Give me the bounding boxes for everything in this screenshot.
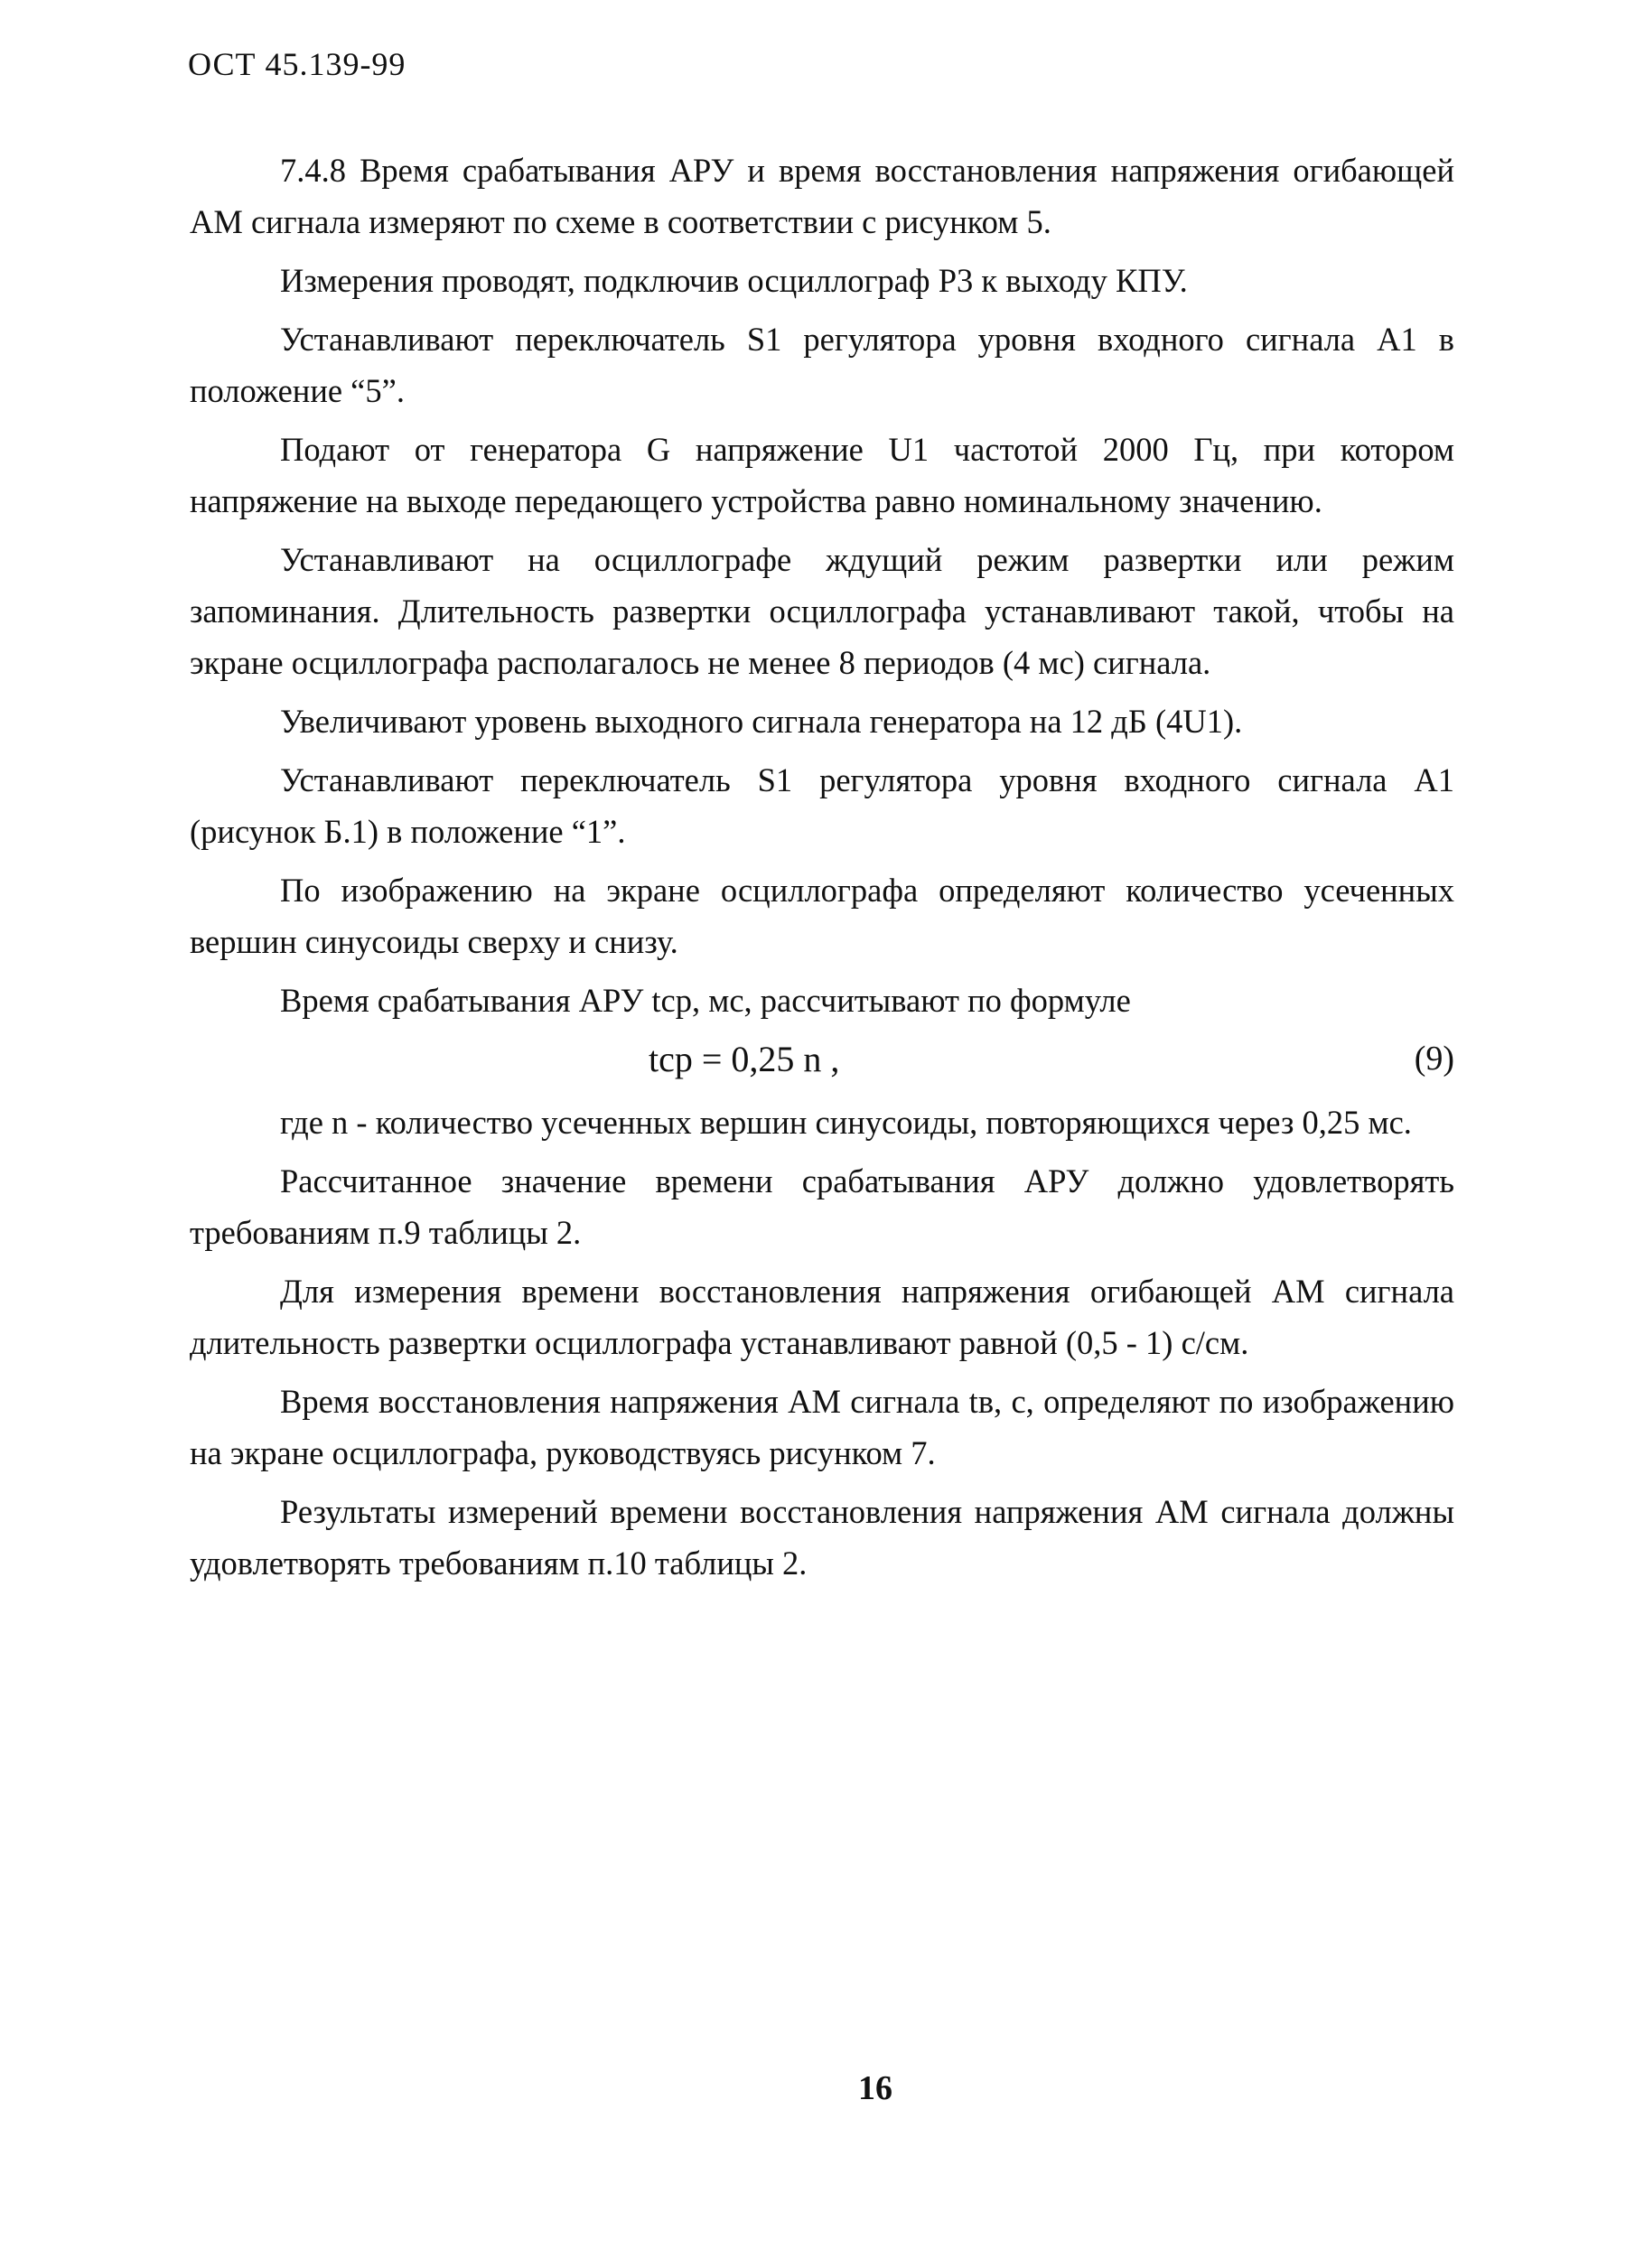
- paragraph: Подают от генератора G напряжение U1 частотой 2000 Гц, при котором напряжение на выходе передающего устройства равно номинальному значению.: [190, 431, 1454, 519]
- document-header: ОСТ 45.139-99: [188, 46, 406, 82]
- paragraph: Время восстановления напряжения АМ сигнала tв, с, определяют по изображению на экране осциллографа, руководствуясь рисунком 7.: [190, 1383, 1454, 1471]
- paragraph: Устанавливают переключатель S1 регулятора уровня входного сигнала А1 в положение “5”.: [190, 321, 1454, 409]
- paragraph: Увеличивают уровень выходного сигнала генератора на 12 дБ (4U1).: [280, 703, 1243, 740]
- paragraph: Время срабатывания АРУ tср, мс, рассчитывают по формуле: [280, 982, 1131, 1019]
- body-text: [190, 145, 1454, 1596]
- paragraph: По изображению на экране осциллографа определяют количество усеченных вершин синусоиды сверху и снизу.: [190, 872, 1454, 960]
- paragraph: Результаты измерений времени восстановления напряжения АМ сигнала должны удовлетворять требованиям п.10 таблицы 2.: [190, 1493, 1454, 1582]
- paragraph: Устанавливают на осциллографе ждущий режим развертки или режим запоминания. Длительность развертки осциллографа устанавливают такой, чтобы на экране осциллографа располагалось не менее 8 периодов (4 мс) сигнала.: [190, 541, 1454, 681]
- page-number: 16: [858, 2069, 892, 2107]
- paragraph: Рассчитанное значение времени срабатывания АРУ должно удовлетворять требованиям п.9 таблицы 2.: [190, 1162, 1454, 1251]
- formula: tср = 0,25 n ,: [649, 1039, 840, 1079]
- paragraph: Устанавливают переключатель S1 регулятора уровня входного сигнала А1 (рисунок Б.1) в положение “1”.: [190, 761, 1454, 850]
- paragraph: Измерения проводят, подключив осциллограф Р3 к выходу КПУ.: [280, 262, 1188, 299]
- paragraph: 7.4.8 Время срабатывания АРУ и время восстановления напряжения огибающей АМ сигнала измеряют по схеме в соответствии с рисунком 5.: [190, 152, 1454, 240]
- where-line: где n - количество усеченных вершин синусоиды, повторяющихся через 0,25 мс.: [280, 1104, 1412, 1141]
- formula-line: [190, 1033, 1454, 1091]
- formula-number: (9): [1414, 1040, 1454, 1078]
- paragraph: Для измерения времени восстановления напряжения огибающей АМ сигнала длительность развертки осциллографа устанавливают равной (0,5 - 1) с/см.: [190, 1273, 1454, 1361]
